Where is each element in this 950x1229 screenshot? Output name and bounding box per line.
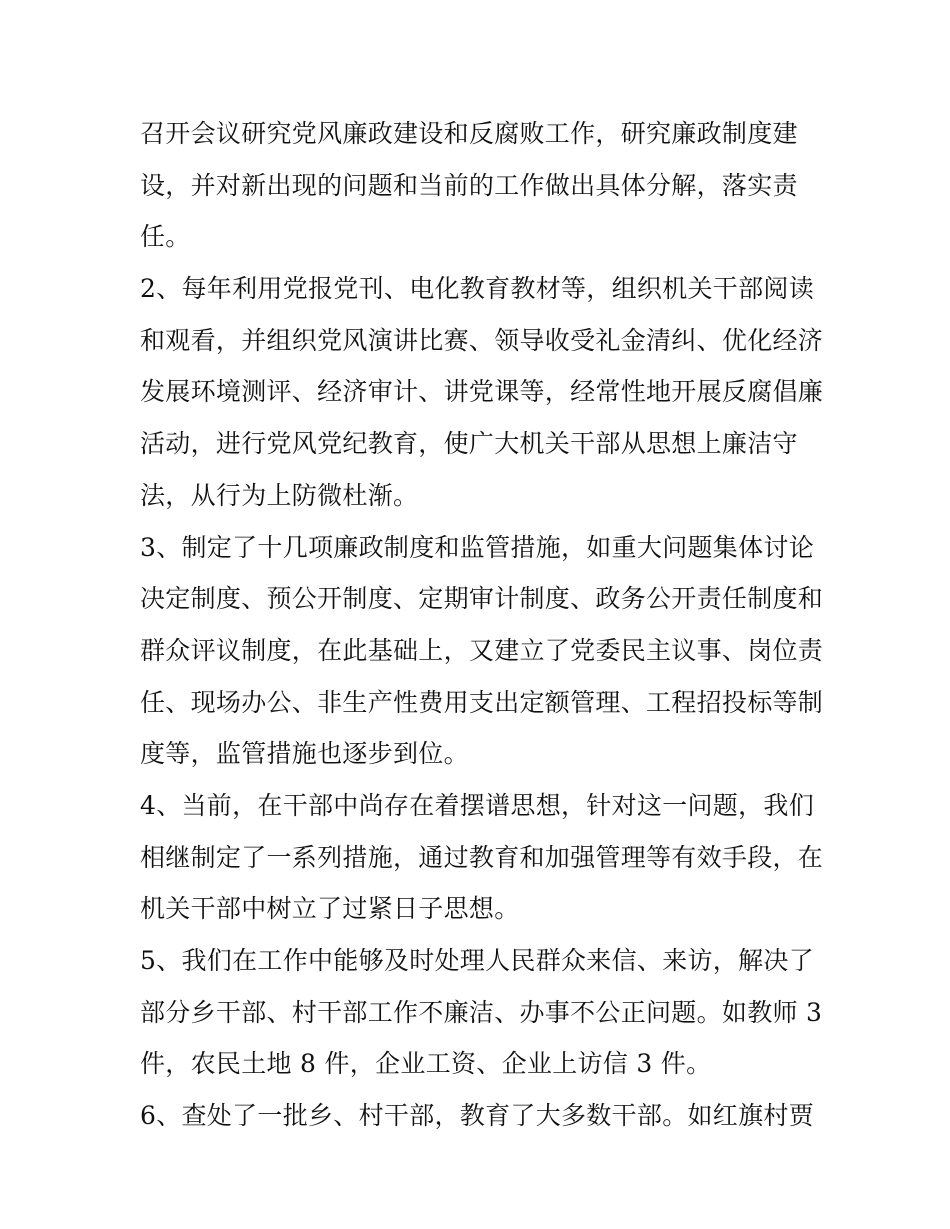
text-line: 部分乡干部、村干部工作不廉洁、办事不公正问题。如教师 3 — [140, 997, 823, 1027]
text-line: 任。 — [140, 222, 191, 252]
text-line: 3、制定了十几项廉政制度和监管措施，如重大问题集体讨论 — [140, 532, 815, 562]
text-line: 发展环境测评、经济审计、讲党课等，经常性地开展反腐倡廉 — [140, 377, 824, 407]
text-line: 6、查处了一批乡、村干部，教育了大多数干部。如红旗村贾 — [140, 1101, 815, 1131]
text-line: 活动，进行党风党纪教育，使广大机关干部从思想上廉洁守 — [140, 429, 798, 459]
text-line: 2、每年利用党报党刊、电化教育教材等，组织机关干部阅读 — [140, 274, 815, 304]
text-line: 和观看，并组织党风演讲比赛、领导收受礼金清纠、优化经济 — [140, 325, 824, 355]
text-line: 召开会议研究党风廉政建设和反腐败工作，研究廉政制度建 — [140, 119, 798, 148]
text-line: 设，并对新出现的问题和当前的工作做出具体分解，落实责 — [140, 170, 798, 200]
text-line: 群众评议制度，在此基础上，又建立了党委民主议事、岗位责 — [140, 635, 824, 665]
text-line: 法，从行为上防微杜渐。 — [140, 480, 419, 510]
text-line: 相继制定了一系列措施，通过教育和加强管理等有效手段，在 — [140, 842, 824, 872]
document-body — [140, 108, 824, 1142]
text-line: 决定制度、预公开制度、定期审计制度、政务公开责任制度和 — [140, 584, 824, 614]
text-line: 5、我们在工作中能够及时处理人民群众来信、来访，解决了 — [140, 946, 815, 975]
text-line: 4、当前，在干部中尚存在着摆谱思想，针对这一问题，我们 — [140, 790, 815, 820]
text-line: 任、现场办公、非生产性费用支出定额管理、工程招投标等制 — [140, 687, 824, 717]
text-line: 机关干部中树立了过紧日子思想。 — [140, 894, 520, 924]
text-line: 件，农民土地 8 件，企业工资、企业上访信 3 件。 — [140, 1049, 712, 1079]
text-line: 度等，监管措施也逐步到位。 — [140, 739, 469, 769]
